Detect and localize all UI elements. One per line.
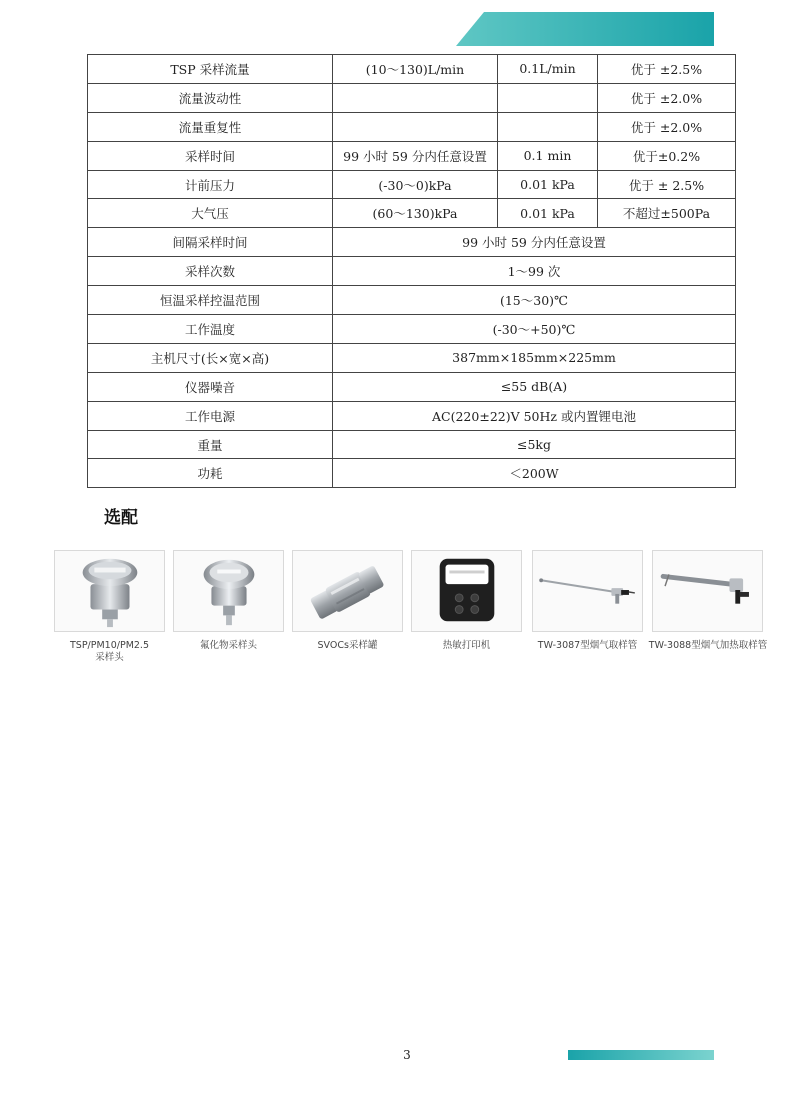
- value-cell: ≤55 dB(A): [333, 372, 736, 401]
- table-row: [88, 286, 736, 315]
- param-cell: TSP 采样流量: [88, 55, 333, 84]
- heated-probe-icon: [653, 551, 762, 631]
- value-cell: (-30～+50)℃: [333, 315, 736, 344]
- accessory-label: TSP/PM10/PM2.5 采样头: [69, 640, 149, 663]
- accessory-card[interactable]: [54, 550, 165, 632]
- spec-table: [87, 54, 736, 488]
- range-cell: [333, 112, 498, 141]
- sampling-head-icon: [55, 551, 164, 631]
- param-cell: 计前压力: [88, 170, 333, 199]
- accuracy-cell: 不超过±500Pa: [598, 199, 736, 228]
- accuracy-cell: 优于 ±2.5%: [598, 55, 736, 84]
- resolution-cell: 0.01 kPa: [498, 170, 598, 199]
- value-cell: 1～99 次: [333, 257, 736, 286]
- param-cell: 流量重复性: [88, 112, 333, 141]
- fluoride-head-icon: [174, 551, 283, 631]
- range-cell: (10～130)L/min: [333, 55, 498, 84]
- value-cell: (15～30)℃: [333, 286, 736, 315]
- resolution-cell: [498, 112, 598, 141]
- accessory-label: SVOCs采样罐: [317, 640, 378, 651]
- accessory-card[interactable]: [411, 550, 522, 632]
- value-cell: 99 小时 59 分内任意设置: [333, 228, 736, 257]
- param-cell: 工作温度: [88, 315, 333, 344]
- param-cell: 采样时间: [88, 141, 333, 170]
- accessory-label: TW-3088型烟气加热取样管: [648, 640, 768, 651]
- resolution-cell: [498, 83, 598, 112]
- accuracy-cell: 优于 ±2.0%: [598, 112, 736, 141]
- table-row: [88, 228, 736, 257]
- value-cell: ≤5kg: [333, 430, 736, 459]
- accessory-card[interactable]: [292, 550, 403, 632]
- param-cell: 重量: [88, 430, 333, 459]
- accessories-gallery: [54, 550, 766, 670]
- accessory-card[interactable]: [173, 550, 284, 632]
- range-cell: (60～130)kPa: [333, 199, 498, 228]
- range-cell: [333, 83, 498, 112]
- table-row: [88, 459, 736, 488]
- table-row: [88, 112, 736, 141]
- accuracy-cell: 优于 ±2.0%: [598, 83, 736, 112]
- accessory-label: 氟化物采样头: [199, 640, 257, 651]
- table-row: [88, 170, 736, 199]
- table-row: [88, 257, 736, 286]
- accuracy-cell: 优于±0.2%: [598, 141, 736, 170]
- table-row: [88, 430, 736, 459]
- param-cell: 工作电源: [88, 401, 333, 430]
- accessory-card[interactable]: [532, 550, 643, 632]
- accessory-label: 热敏打印机: [442, 640, 491, 651]
- range-cell: 99 小时 59 分内任意设置: [333, 141, 498, 170]
- flue-probe-icon: [533, 551, 642, 631]
- header-accent-bar: [456, 12, 714, 46]
- accessories-heading: 选配: [104, 508, 138, 528]
- table-row: [88, 401, 736, 430]
- footer-accent-bar: [568, 1050, 714, 1060]
- param-cell: 仪器噪音: [88, 372, 333, 401]
- table-row: [88, 199, 736, 228]
- param-cell: 主机尺寸(长×宽×高): [88, 343, 333, 372]
- value-cell: AC(220±22)V 50Hz 或内置锂电池: [333, 401, 736, 430]
- value-cell: 387mm×185mm×225mm: [333, 343, 736, 372]
- resolution-cell: 0.1 min: [498, 141, 598, 170]
- table-row: [88, 55, 736, 84]
- accuracy-cell: 优于 ± 2.5%: [598, 170, 736, 199]
- table-row: [88, 343, 736, 372]
- table-row: [88, 315, 736, 344]
- range-cell: (-30～0)kPa: [333, 170, 498, 199]
- resolution-cell: 0.1L/min: [498, 55, 598, 84]
- param-cell: 大气压: [88, 199, 333, 228]
- param-cell: 恒温采样控温范围: [88, 286, 333, 315]
- table-row: [88, 83, 736, 112]
- param-cell: 间隔采样时间: [88, 228, 333, 257]
- printer-icon: [412, 551, 521, 631]
- value-cell: ＜200W: [333, 459, 736, 488]
- resolution-cell: 0.01 kPa: [498, 199, 598, 228]
- table-row: [88, 141, 736, 170]
- param-cell: 功耗: [88, 459, 333, 488]
- svoc-canister-icon: [293, 551, 402, 631]
- param-cell: 流量波动性: [88, 83, 333, 112]
- page-number: 3: [403, 1048, 411, 1062]
- accessory-label: TW-3087型烟气取样管: [537, 640, 638, 651]
- param-cell: 采样次数: [88, 257, 333, 286]
- table-row: [88, 372, 736, 401]
- accessory-card[interactable]: [652, 550, 763, 632]
